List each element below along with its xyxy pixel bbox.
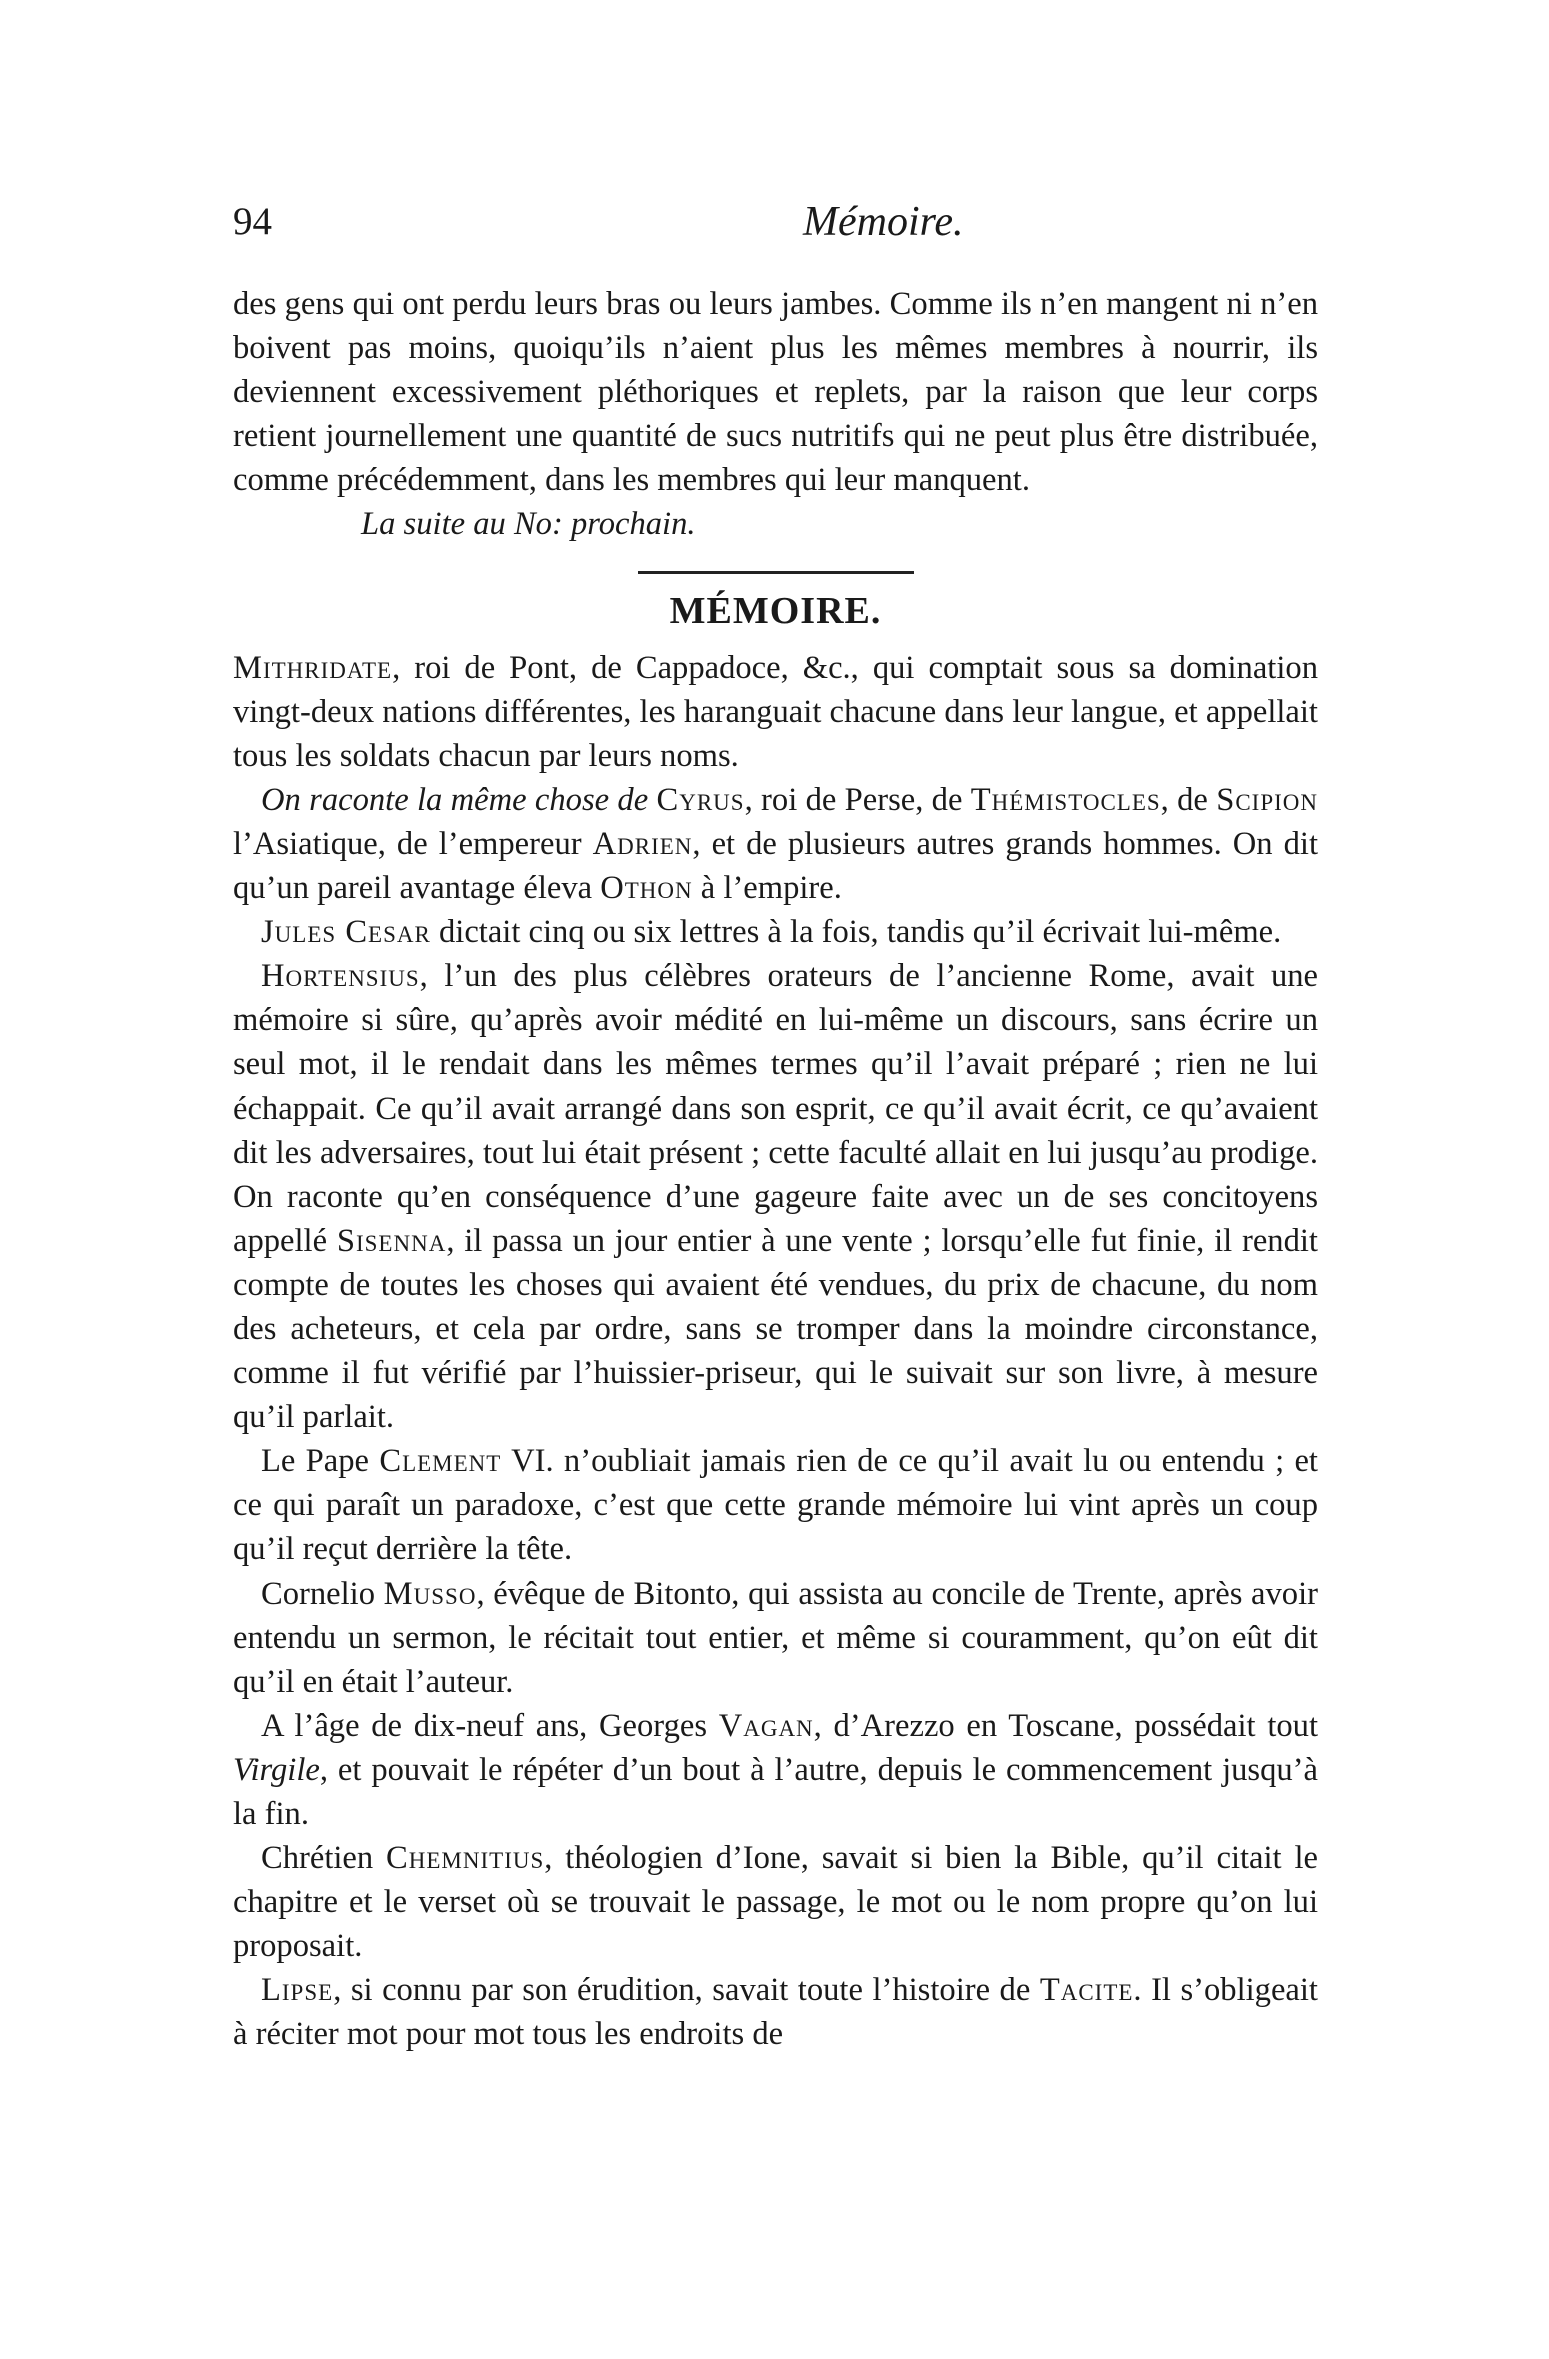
page-number: 94 [233,200,272,243]
paragraph-text: , et pouvait le répéter d’un bout à l’autre, depuis le commencement jusqu’à la fin. [233,1751,1318,1832]
page-header [233,192,1318,252]
paragraph-text: , roi de Perse, de [744,781,971,818]
person-name: Clement [379,1443,502,1480]
paragraph-text: dictait cinq ou six lettres à la fois, tandis qu’il écrivait lui-même. [430,914,1282,951]
paragraph-text: On raconte la même chose de [261,781,657,818]
person-name: Cyrus [656,781,745,818]
paragraph-vagan [233,1704,1318,1836]
paragraph-hortensius [233,954,1318,1439]
person-name: Chemnitius [386,1840,545,1877]
paragraph-musso [233,1572,1318,1704]
continuation-note: La suite au No: prochain. [361,506,696,543]
continuation-paragraph: des gens qui ont perdu leurs bras ou leurs jambes. Comme ils n’en mangent ni n’en boivent pas moins, quoiqu’ils n’aient plus les mêmes membres à nourrir, ils deviennent excessivement pléthoriques et replets, par la raison que leur corps retient journellement une quantité de sucs nutritifs qui ne peut plus être distribuée, comme précédemment, dans les membres qui leur manquent. [233,286,1318,499]
paragraph-clement [233,1439,1318,1571]
person-name: Lipse [261,1972,334,2009]
paragraph-text: , si connu par son érudition, savait toute l’histoire de [333,1972,1040,2009]
paragraph-text: Le Pape [261,1443,380,1480]
paragraph-text: , et de plusieurs autres grands hommes. On dit qu’un pareil avantage éleva [233,825,1318,907]
person-name: Vagan [718,1707,814,1744]
paragraph-lipse [233,1968,1318,2056]
person-name: Tacite [1039,1972,1134,2009]
person-name: Hortensius [261,958,420,995]
paragraph-text: , d’Arezzo en Toscane, possédait tout [813,1707,1318,1744]
paragraph-text: A l’âge de dix-neuf ans, Georges [261,1707,719,1744]
paragraph-text: . Il s’obligeait à réciter mot pour mot tous les endroits de [233,1972,1318,2053]
person-name: Sisenna [336,1222,447,1259]
paragraph-text: VI. n’oubliait jamais rien de ce qu’il avait lu ou entendu ; et ce qui paraît un paradoxe, c’est que cette grande mémoire lui vint après un coup qu’il reçut derrière la tête. [233,1443,1318,1568]
person-name: Othon [600,870,693,907]
paragraph-jules-cesar [233,910,1318,954]
section-rule [638,571,914,574]
paragraph-text: , roi de Pont, de Cappadoce, &c., qui comptait sous sa domination vingt-deux nations différentes, les haranguait chacune dans leur langue, et appellait tous les soldats chacun par leurs noms. [233,649,1318,774]
person-name: Scipion [1216,781,1319,818]
paragraph-cyrus [233,778,1318,910]
paragraph-text: , il passa un jour entier à une vente ; lorsqu’elle fut finie, il rendit compte de toutes les choses qui avaient été vendues, du prix de chacune, du nom des acheteurs, et cela par ordre, sans se tromper dans la moindre circonstance, comme il fut vérifié par l’huissier-priseur, qui le suivait sur son livre, à mesure qu’il parlait. [233,1222,1318,1436]
person-name: Jules Cesar [261,914,431,951]
paragraph-text: l’Asiatique, de l’empereur [233,825,593,862]
person-name: Mithridate [233,649,393,686]
running-title: Mémoire. [803,199,964,245]
paragraph-text: Cornelio [261,1575,384,1612]
paragraph-text: Chrétien [261,1840,387,1877]
paragraph-text: , théologien d’Ione, savait si bien la Bible, qu’il citait le chapitre et le verset où se trouvait le passage, le mot ou le nom propre qu’on lui proposait. [233,1840,1318,1965]
work-title: Virgile [233,1751,320,1788]
paragraph-chemnitius [233,1836,1318,1968]
paragraph-text: , évêque de Bitonto, qui assista au concile de Trente, après avoir entendu un sermon, le récitait tout entier, et même si couramment, qu’on eût dit qu’il en était l’auteur. [233,1575,1318,1700]
person-name: Thémistocles [970,781,1161,818]
paragraph-text: à l’empire. [692,870,842,907]
person-name: Adrien [592,825,693,862]
person-name: Musso [383,1575,477,1612]
paragraph-text: , de [1160,781,1217,818]
body-text [233,282,1318,2057]
paragraph-text: , l’un des plus célèbres orateurs de l’ancienne Rome, avait une mémoire si sûre, qu’après avoir médité en lui-même un discours, sans écrire un seul mot, il le rendait dans les mêmes termes qu’il l’avait préparé ; rien ne lui échappait. Ce qu’il avait arrangé dans son esprit, ce qu’il avait écrit, ce qu’avaient dit les adversaires, tout lui était présent ; cette faculté allait en lui jusqu’au prodige. On raconte qu’en conséquence d’une gageure faite avec un de ses concitoyens appellé [233,958,1318,1259]
section-title: MÉMOIRE. [669,589,882,632]
paragraph-mithridate [233,646,1318,778]
